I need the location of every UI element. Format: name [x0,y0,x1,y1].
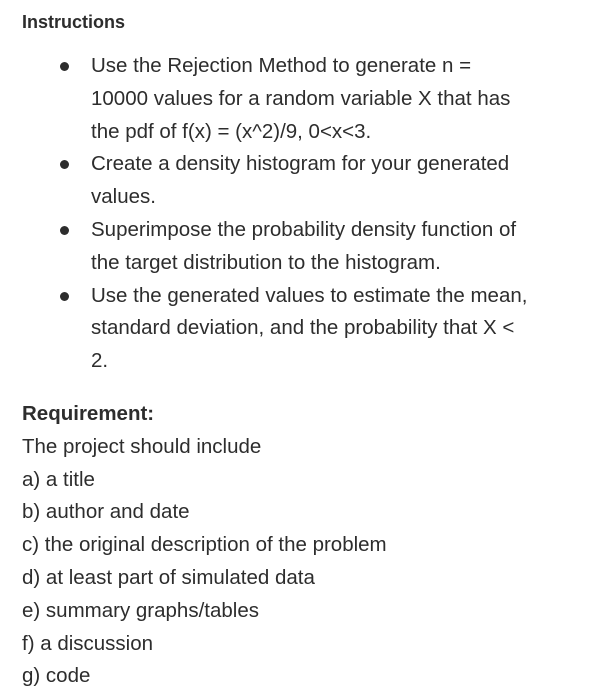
instruction-line: 10000 values for a random variable X that has [91,86,511,110]
requirement-item-description: c) the original description of the problem [22,533,387,557]
bullet-icon [60,160,69,169]
bullet-icon [60,292,69,301]
requirement-item-summary-graphs: e) summary graphs/tables [22,598,259,622]
instruction-line: values. [91,185,156,209]
bullet-icon [60,226,69,235]
requirement-item-author-date: b) author and date [22,500,190,524]
instruction-line: the pdf of f(x) = (x^2)/9, 0<x<3. [91,119,372,143]
instructions-heading: Instructions [22,12,126,32]
instruction-line: Create a density histogram for your generated [91,152,510,176]
requirement-item-simulated-data: d) at least part of simulated data [22,565,315,589]
instruction-item-superimpose-pdf [0,214,612,280]
instruction-line: Use the generated values to estimate the mean, [91,283,528,307]
instruction-line: Use the Rejection Method to generate n = [91,54,472,77]
requirement-item-code: g) code [22,664,91,688]
instruction-item-estimate-statistics [0,280,612,378]
requirement-section [22,398,602,693]
instruction-line: the target distribution to the histogram. [91,250,441,274]
instruction-item-rejection-method [0,50,612,148]
requirement-item-discussion: f) a discussion [22,631,154,655]
requirement-title: Requirement: [22,402,155,425]
requirement-item-title: a) a title [22,467,95,491]
bullet-icon [60,62,69,71]
instruction-item-density-histogram [0,148,612,214]
instruction-line: standard deviation, and the probability that X < [91,316,515,340]
instruction-line: 2. [91,349,109,373]
instruction-list [0,50,612,378]
instruction-line: Superimpose the probability density function of [91,217,517,241]
requirement-intro: The project should include [22,434,262,458]
